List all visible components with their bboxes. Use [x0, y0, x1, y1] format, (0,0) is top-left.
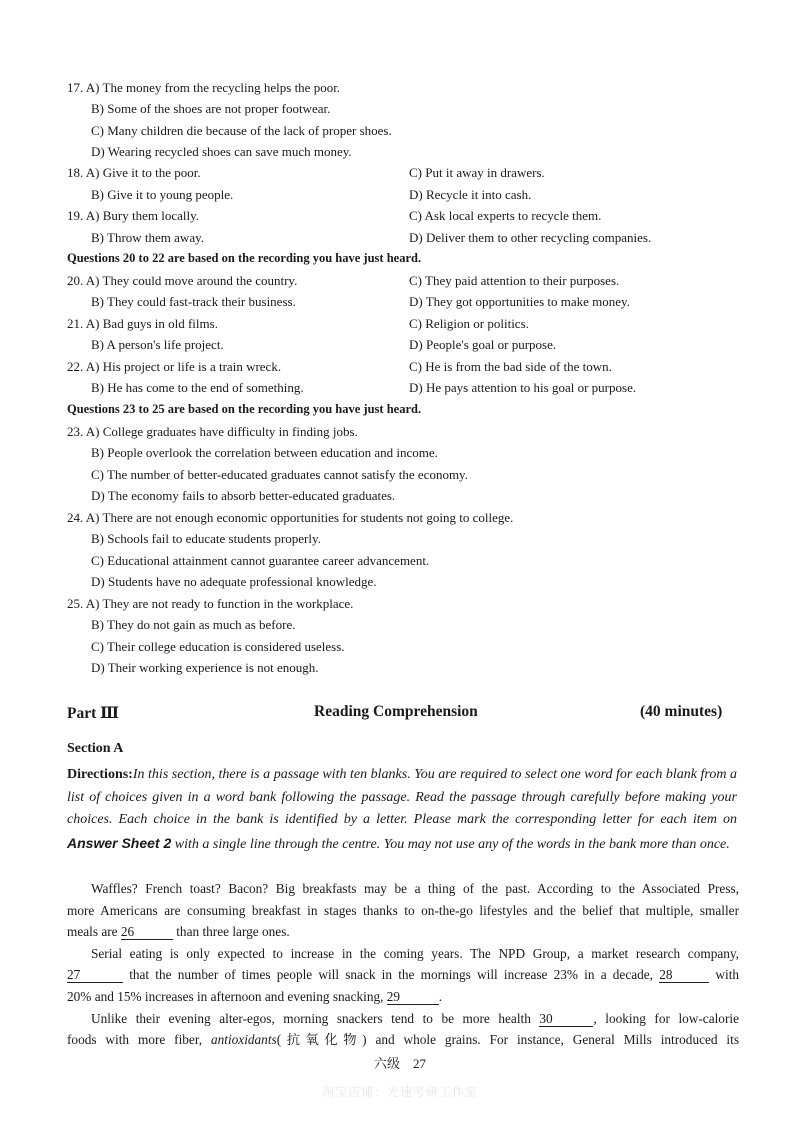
- q17-option-a: 17. A) The money from the recycling helps the poor.: [67, 80, 341, 95]
- p2-text-mid: that the number of times people will snack in the mornings will increase 23% in a decade,: [129, 967, 654, 982]
- q23-option-a: 23. A) College graduates have difficulty in finding jobs.: [67, 424, 358, 439]
- blank-27: 27: [67, 967, 123, 983]
- p1-line-1: Waffles? French toast? Bacon? Big breakfasts may be a thing of the past. According to the Associated Press,: [91, 881, 739, 896]
- p1-line-3: [67, 921, 739, 943]
- q18-option-a: 18. A) Give it to the poor.: [67, 165, 201, 180]
- q19-option-a: 19. A) Bury them locally.: [67, 208, 200, 223]
- q22-option-b: B) He has come to the end of something.: [91, 380, 304, 395]
- q21-option-b: B) A person's life project.: [91, 337, 224, 352]
- q25-option-d: D) Their working experience is not enough.: [91, 660, 319, 675]
- p2-text-end: .: [438, 989, 443, 1004]
- p1-line-2: more Americans are consuming breakfast in stages thanks to on-the-go lifestyles and the belief that multiple, smaller: [67, 903, 739, 918]
- q18-option-c: C) Put it away in drawers.: [409, 165, 545, 180]
- q23-option-c: C) The number of better-educated graduates cannot satisfy the economy.: [91, 467, 468, 482]
- blank-29: 29: [387, 989, 439, 1005]
- section-heading: Section A: [67, 741, 124, 756]
- q20-option-c: C) They paid attention to their purposes.: [409, 273, 620, 288]
- answer-sheet-label: Answer Sheet 2: [67, 834, 172, 851]
- q24-option-d: D) Students have no adequate professional knowledge.: [91, 574, 377, 589]
- directions: [67, 764, 737, 856]
- q25-option-b: B) They do not gain as much as before.: [91, 617, 296, 632]
- directions-text-2: with a single line through the centre. You may not use any of the words in the bank more than once.: [171, 836, 730, 852]
- q24-option-c: C) Educational attainment cannot guarantee career advancement.: [91, 553, 430, 568]
- q22-option-d: D) He pays attention to his goal or purpose.: [409, 380, 637, 395]
- heading-questions-23-25: Questions 23 to 25 are based on the recording you have just heard.: [67, 402, 422, 416]
- p2-line-3: [67, 986, 739, 1008]
- p2-line-2: [67, 964, 739, 986]
- q17-option-d: D) Wearing recycled shoes can save much money.: [91, 144, 352, 159]
- directions-label: Directions:: [67, 767, 133, 782]
- p1-text-pre: meals are: [67, 924, 118, 939]
- q21-option-c: C) Religion or politics.: [409, 316, 529, 331]
- p3-text-pre2: foods with more fiber,: [67, 1032, 203, 1047]
- q18-option-d: D) Recycle it into cash.: [409, 187, 532, 202]
- directions-text-1: In this section, there is a passage with ten blanks. You are required to select one word for each blank from a list of choices given in a word bank following the passage. Read the passage through carefully before making your choices. Each choice in the bank is identified by a letter. Please mark the corresponding letter for each item on: [67, 767, 737, 827]
- q17-option-b: B) Some of the shoes are not proper footwear.: [91, 101, 331, 116]
- blank-26: 26: [121, 924, 173, 940]
- q23-option-d: D) The economy fails to absorb better-educated graduates.: [91, 488, 396, 503]
- p3-text-pre: Unlike their evening alter-egos, morning snackers tend to be more health: [91, 1011, 531, 1026]
- q24-option-a: 24. A) There are not enough economic opportunities for students not going to college.: [67, 510, 514, 525]
- q21-option-a: 21. A) Bad guys in old films.: [67, 316, 218, 331]
- blank-28: 28: [659, 967, 709, 983]
- q17-option-c: C) Many children die because of the lack of proper shoes.: [91, 123, 392, 138]
- heading-questions-20-22: Questions 20 to 22 are based on the recording you have just heard.: [67, 251, 422, 265]
- p2-text-pre: 20% and 15% increases in afternoon and evening snacking,: [67, 989, 384, 1004]
- watermark: 淘宝店铺：光速考研工作室: [321, 1085, 478, 1099]
- q23-option-b: B) People overlook the correlation between education and income.: [91, 445, 438, 460]
- q24-option-b: B) Schools fail to educate students properly.: [91, 531, 321, 546]
- p2-line-1: Serial eating is only expected to increase in the coming years. The NPD Group, a market research company,: [91, 946, 739, 961]
- q19-option-d: D) Deliver them to other recycling companies.: [409, 230, 652, 245]
- p3-chinese-gloss: (抗氧化物): [276, 1032, 367, 1047]
- q20-option-b: B) They could fast-track their business.: [91, 294, 296, 309]
- q25-option-a: 25. A) They are not ready to function in the workplace.: [67, 596, 354, 611]
- p3-line-2: [67, 1029, 739, 1051]
- p3-text-post: , looking for low-calorie: [593, 1011, 739, 1026]
- blank-30: 30: [539, 1011, 593, 1027]
- p1-text-post: than three large ones.: [176, 924, 290, 939]
- part-title: Reading Comprehension: [314, 703, 478, 720]
- p2-text-post: with: [715, 967, 740, 982]
- page-footer: 六级 27: [373, 1056, 426, 1071]
- q22-option-c: C) He is from the bad side of the town.: [409, 359, 612, 374]
- q19-option-c: C) Ask local experts to recycle them.: [409, 208, 602, 223]
- q21-option-d: D) People's goal or purpose.: [409, 337, 557, 352]
- q25-option-c: C) Their college education is considered useless.: [91, 639, 345, 654]
- q19-option-b: B) Throw them away.: [91, 230, 205, 245]
- q22-option-a: 22. A) His project or life is a train wreck.: [67, 359, 282, 374]
- q20-option-d: D) They got opportunities to make money.: [409, 294, 630, 309]
- p3-text-post2: and whole grains. For instance, General Mills introduced its: [375, 1032, 739, 1047]
- p3-line-1: [91, 1008, 739, 1030]
- q20-option-a: 20. A) They could move around the country.: [67, 273, 298, 288]
- part-time: (40 minutes): [640, 703, 723, 720]
- part-label: Part Ⅲ: [67, 705, 120, 722]
- q18-option-b: B) Give it to young people.: [91, 187, 234, 202]
- p3-antioxidants: antioxidants: [210, 1032, 277, 1047]
